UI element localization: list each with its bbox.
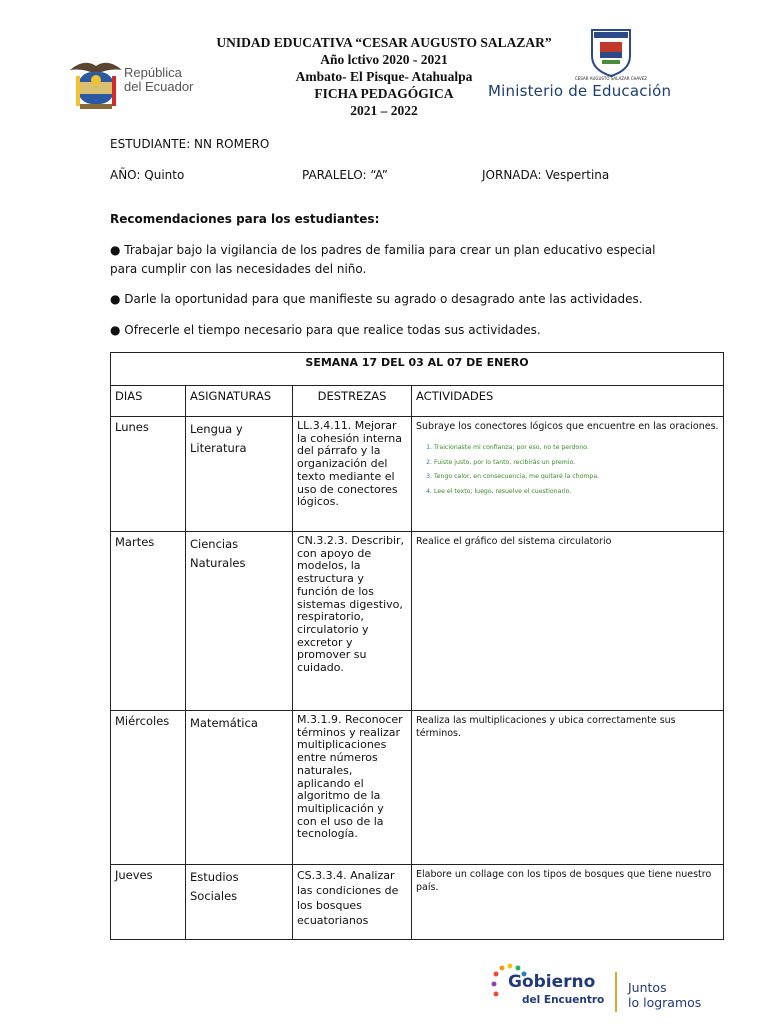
weekly-plan-table <box>110 352 724 940</box>
activity-cell: Realiza las multiplicaciones y ubica correctamente sus términos. <box>412 711 724 865</box>
table-row <box>111 532 724 711</box>
list-item: 1. Traicionaste mi confianza; por eso, no te perdono. <box>434 441 719 456</box>
student-parallel: PARALELO: “A” <box>302 168 388 182</box>
subject-cell: Lengua y Literatura <box>186 417 293 532</box>
connector-sentences-list <box>416 441 719 499</box>
school-location: Ambato- El Pisque- Atahualpa <box>295 69 473 84</box>
activity-text: Subraye los conectores lógicos que encuentre en las oraciones. <box>416 421 719 432</box>
day-cell: Miércoles <box>111 711 186 865</box>
day-cell: Lunes <box>111 417 186 532</box>
student-year: AÑO: Quinto <box>110 168 185 182</box>
activity-cell: Elabore un collage con los tipos de bosques que tiene nuestro país. <box>412 865 724 940</box>
ministry-label: Ministerio de Educación <box>488 82 672 100</box>
recommendation-item: ● Trabajar bajo la vigilancia de los padres de familia para crear un plan educativo especial para cumplir con las necesidades del niño. <box>110 243 656 276</box>
document-title: FICHA PEDAGÓGICA <box>314 86 454 101</box>
day-cell: Jueves <box>111 865 186 940</box>
column-header-skills: DESTREZAS <box>293 386 412 417</box>
gobierno-brand-sub: del Encuentro <box>522 994 605 1006</box>
student-name: ESTUDIANTE: NN ROMERO <box>110 137 270 151</box>
column-header-days: DIAS <box>111 386 186 417</box>
school-name: UNIDAD EDUCATIVA “CESAR AUGUSTO SALAZAR” <box>216 35 552 50</box>
gobierno-brand: Gobierno <box>508 972 596 992</box>
table-caption: SEMANA 17 DEL 03 AL 07 DE ENERO <box>111 353 724 386</box>
activity-cell <box>412 417 724 532</box>
slogan-line-1: Juntos <box>628 980 667 995</box>
skill-cell: M.3.1.9. Reconocer términos y realizar multiplicaciones entre números naturales, aplicando el algoritmo de la multiplicación y con el uso de la tecnología. <box>293 711 412 865</box>
recommendations-title: Recomendaciones para los estudiantes: <box>110 212 380 226</box>
table-header-row <box>111 386 724 417</box>
subject-cell: Estudios Sociales <box>186 865 293 940</box>
table-row <box>111 417 724 532</box>
table-row <box>111 711 724 865</box>
table-row <box>111 865 724 940</box>
activity-cell: Realice el gráfico del sistema circulatorio <box>412 532 724 711</box>
footer-separator <box>615 972 617 1012</box>
subject-cell: Matemática <box>186 711 293 865</box>
slogan-line-2: lo logramos <box>628 995 702 1010</box>
document-header <box>200 34 568 119</box>
recommendation-item: ● Darle la oportunidad para que manifieste su agrado o desagrado ante las actividades. <box>110 292 643 306</box>
school-year: Año lctivo 2020 - 2021 <box>320 52 448 67</box>
subject-cell: Ciencias Naturales <box>186 532 293 711</box>
document-period: 2021 – 2022 <box>350 103 418 118</box>
table-caption-row <box>111 353 724 386</box>
student-shift: JORNADA: Vespertina <box>482 168 610 182</box>
recommendation-item: ● Ofrecerle el tiempo necesario para que realice todas sus actividades. <box>110 323 541 337</box>
day-cell: Martes <box>111 532 186 711</box>
seal-text: CESAR AUGUSTO SALAZAR CHAVEZ <box>574 76 648 81</box>
skill-cell: CS.3.3.4. Analizar las condiciones de los bosques ecuatorianos <box>293 865 412 940</box>
school-seal-icon <box>574 26 648 82</box>
list-item: 4. Lee el texto; luego, resuelve el cuestionario. <box>434 485 719 500</box>
column-header-subjects: ASIGNATURAS <box>186 386 293 417</box>
skill-cell: CN.3.2.3. Describir, con apoyo de modelos, la estructura y función de los sistemas digestivo, respiratorio, circulatorio y excretor y promover su cuidado. <box>293 532 412 711</box>
list-item: 3. Tengo calor, en consecuencia, me quitaré la chompa. <box>434 470 719 485</box>
republica-ecuador-label: República del Ecuador <box>124 65 194 94</box>
column-header-activities: ACTIVIDADES <box>412 386 724 417</box>
list-item: 2. Fuiste justo, por lo tanto, recibirás un premio. <box>434 456 719 471</box>
skill-cell: LL.3.4.11. Mejorar la cohesión interna del párrafo y la organización del texto mediante el uso de conectores lógicos. <box>293 417 412 532</box>
